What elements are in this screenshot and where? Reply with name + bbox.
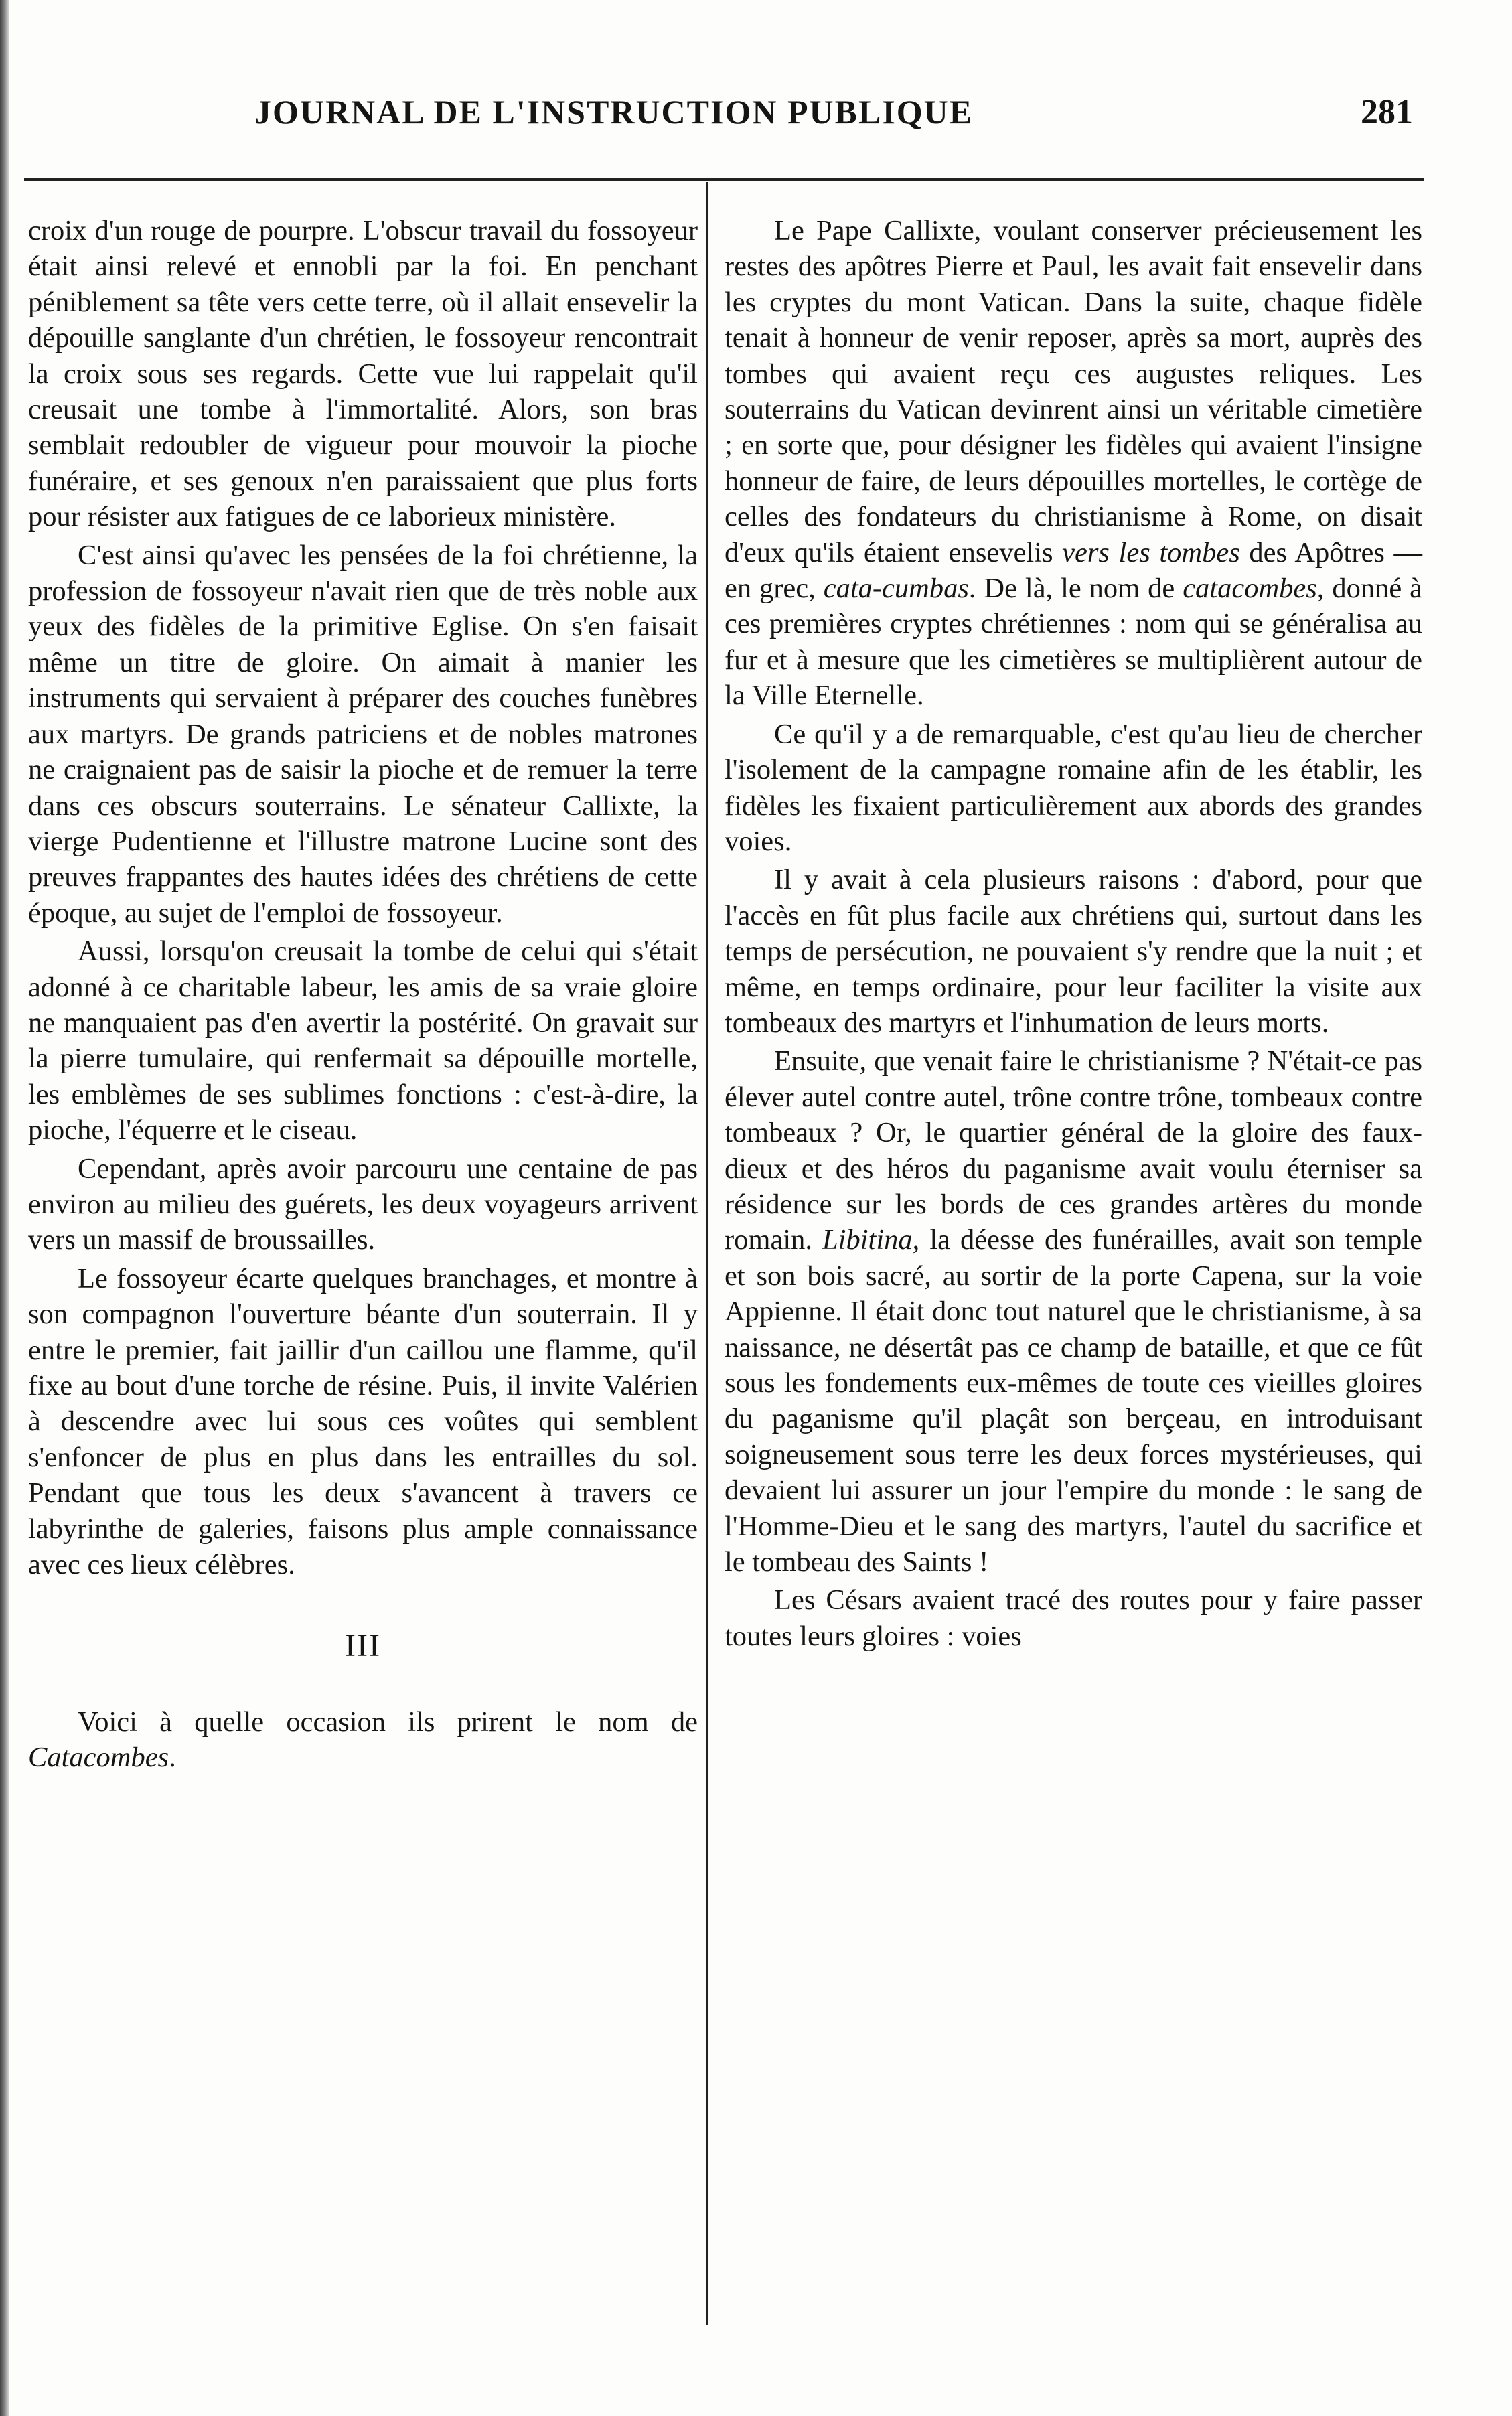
paragraph [28,1704,698,1776]
italic-term: Libitina [822,1224,913,1256]
page-number: 281 [1361,93,1413,131]
paragraph: Ce qu'il y a de remarquable, c'est qu'au lieu de chercher l'isolement de la campagne romaine afin de les établir, les fidèles les fixaient particulièrement aux abords des grandes voies. [725,718,1422,857]
italic-term: cata-cumbas [823,573,969,605]
paragraph: C'est ainsi qu'avec les pensées de la foi chrétienne, la profession de fossoyeur n'avait rien que de très noble aux yeux des fidèles de la primitive Eglise. On s'en faisait même un titre de gloire. On aimait à manier les instruments qui servaient à préparer des couches funèbres aux martyrs. De grands patriciens et de nobles matrones ne craignaient pas de saisir la pioche et de remuer la terre dans ces obscurs souterrains. Le sénateur Callixte, la vierge Pudentienne et l'illustre matrone Lucine sont des preuves frappantes des hautes idées des chrétiens de cette époque, au sujet de l'emploi de fossoyeur. [28,539,698,929]
running-header [27,92,1420,146]
running-title: JOURNAL DE L'INSTRUCTION PUBLIQUE [254,93,974,131]
paragraph: Aussi, lorsqu'on creusait la tombe de celui qui s'était adonné à ce charitable labeur, les amis de sa vraie gloire ne manquaient pas d'en avertir la postérité. On gravait sur la pierre tumulaire, qui renfermait sa dépouille mortelle, les emblèmes de ses sublimes fonctions : c'est-à-dire, la pioche, l'équerre et le ciseau. [28,935,698,1146]
column-divider [706,182,708,2325]
left-column [28,213,698,1776]
text-run: , donné à ces premières cryptes chrétiennes : nom qui se généralisa au fur et à mesure que les cimetières se multiplièrent autour de la Ville Eternelle. [725,573,1423,712]
italic-term: Catacombes [28,1742,169,1774]
text-run: , la déesse des funérailles, avait son temple et son bois sacré, au sortir de la porte Capena, sur la voie Appienne. Il était donc tout naturel que le christianisme, à sa naissance, ne désertât pas ce champ de bataille, et que ce fût sous les fondements eux-mêmes de toute ces vieilles gloires du paganisme qu'il plaçât son berçeau, en introduisant soigneusement sous terre les deux forces mystérieuses, qui devaient lui assurer un jour l'empire du monde : le sang de l'Homme-Dieu et le sang des martyrs, l'autel du sacrifice et le tombeau des Saints ! [725,1224,1422,1578]
paragraph: Il y avait à cela plusieurs raisons : d'abord, pour que l'accès en fût plus facile aux chrétiens qui, surtout dans les temps de persécution, ne pouvaient s'y rendre que la nuit ; et même, en temps ordinaire, pour leur faciliter la visite aux tombeaux des martyrs et l'inhumation de leurs morts. [725,864,1422,1039]
text-run: . De là, le nom de [968,573,1175,605]
text-run: des Apôtres — en grec, [725,536,1423,605]
italic-term: catacombes [1183,573,1317,605]
paragraph [725,213,1422,714]
text-run: . [169,1742,176,1774]
binding-edge [0,0,9,2416]
italic-term: vers les tombes [1062,536,1240,569]
text-run: Voici à quelle occasion ils prirent le nom de [78,1706,698,1738]
text-run: Ensuite, que venait faire le christianisme ? N'était-ce pas élever autel contre autel, trône contre trône, tombeaux contre tombeaux ? Or, le quartier général de la gloire des faux-dieux et des héros du paganisme avait voulu éterniser sa résidence sur les bords de ces grandes artères du monde romain. [725,1045,1422,1256]
header-rule [24,178,1424,181]
text-run: Le Pape Callixte, voulant conserver précieusement les restes des apôtres Pierre et Paul, les avait fait ensevelir dans les cryptes du mont Vatican. Dans la suite, chaque fidèle tenait à honneur de venir reposer, après sa mort, auprès des tombes qui avaient reçu ces augustes reliques. Les souterrains du Vatican devinrent ainsi un véritable cimetière ; en sorte que, pour désigner les fidèles qui avaient l'insigne honneur de faire, de leurs dépouilles mortelles, le cortège de celles des fondateurs du christianisme à Rome, on disait d'eux qu'ils étaient ensevelis [725,215,1422,569]
paragraph: croix d'un rouge de pourpre. L'obscur travail du fossoyeur était ainsi relevé et ennobli par la foi. En penchant péniblement sa tête vers cette terre, où il allait ensevelir la dépouille sanglante d'un chrétien, le fossoyeur rencontrait la croix sous ses regards. Cette vue lui rappelait qu'il creusait une tombe à l'immortalité. Alors, son bras semblait redoubler de vigueur pour mouvoir la pioche funéraire, et ses genoux n'en paraissaient que plus forts pour résister aux fatigues de ce laborieux ministère. [28,215,698,533]
section-heading: III [345,1628,381,1664]
paragraph [725,1043,1422,1580]
right-column [725,213,1422,1654]
paragraph: Le fossoyeur écarte quelques branchages, et montre à son compagnon l'ouverture béante d'un souterrain. Il y entre le premier, fait jaillir d'un caillou une flamme, qu'il fixe au bout d'une torche de résine. Puis, il invite Valérien à descendre avec lui sous ces voûtes qui semblent s'enfoncer de plus en plus dans les entrailles du sol. Pendant que tous les deux s'avancent à travers ce labyrinthe de galeries, faisons plus ample connaissance avec ces lieux célèbres. [28,1262,698,1581]
paragraph: Cependant, après avoir parcouru une centaine de pas environ au milieu des guérets, les deux voyageurs arrivent vers un massif de broussailles. [28,1152,698,1256]
paragraph: Les Césars avaient tracé des routes pour y faire passer toutes leurs gloires : voies [725,1584,1422,1652]
